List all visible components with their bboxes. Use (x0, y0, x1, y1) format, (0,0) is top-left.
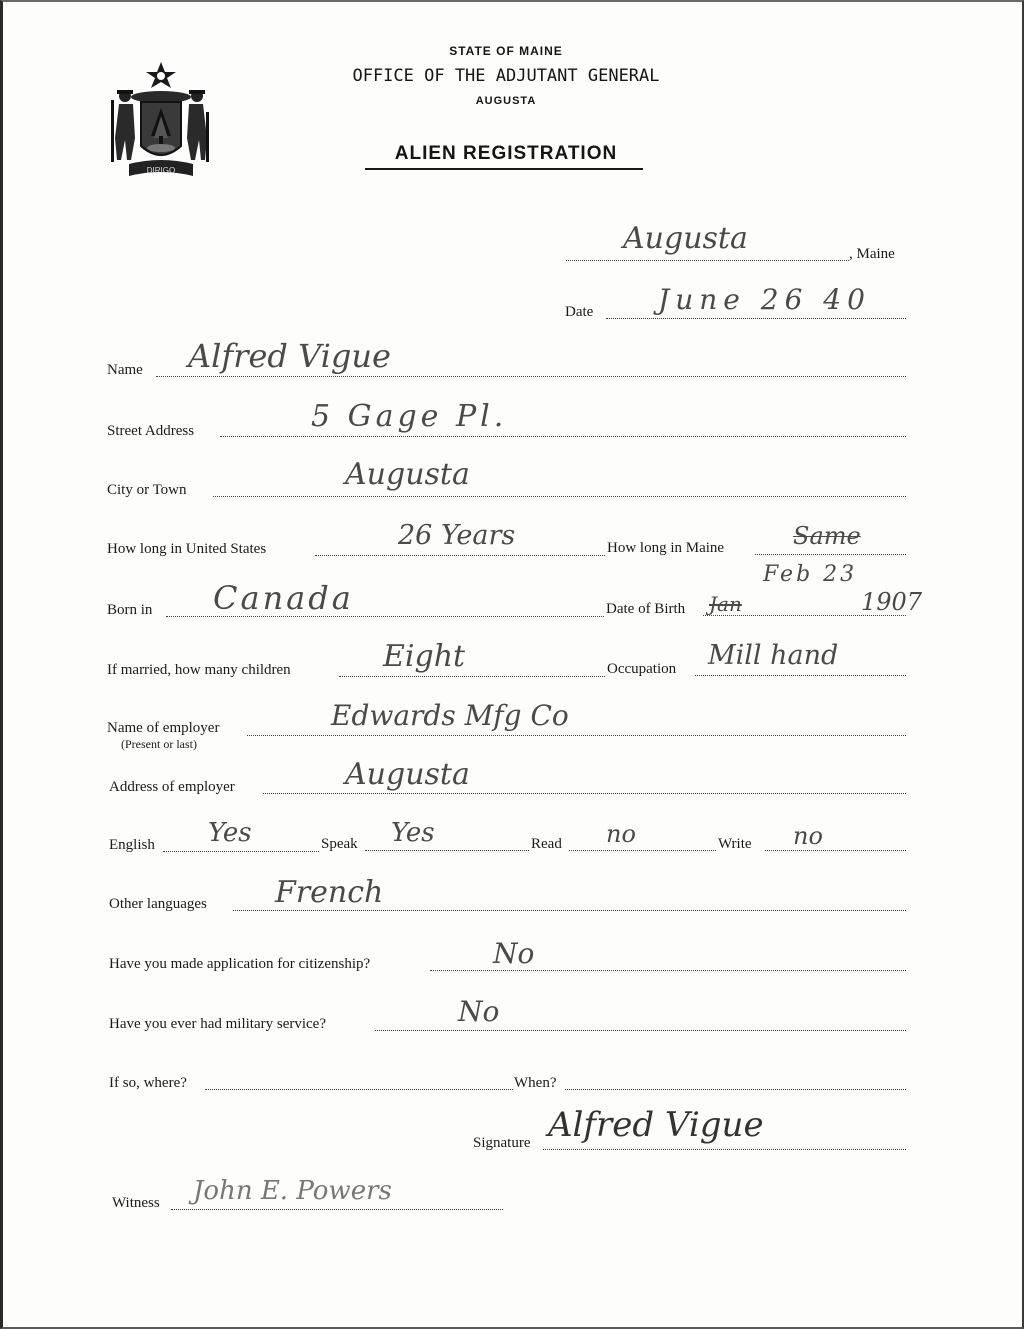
signature-label: Signature (473, 1135, 531, 1151)
military-label: Have you ever had military service? (109, 1016, 326, 1032)
where-line (205, 1089, 513, 1090)
speak-label: Speak (321, 836, 358, 852)
date-label: Date (565, 304, 594, 320)
write-line (765, 850, 906, 851)
us-time-value: 26 Years (398, 520, 516, 551)
witness-line (171, 1209, 503, 1210)
occupation-label: Occupation (607, 661, 677, 677)
city-label: City or Town (107, 482, 187, 498)
employer-address-value: Augusta (345, 757, 470, 792)
place-value: Augusta (623, 221, 748, 256)
dob-label: Date of Birth (606, 601, 686, 617)
date-value: June 26 40 (658, 283, 871, 316)
maine-time-line (755, 554, 906, 555)
children-line (339, 676, 605, 677)
english-line (163, 851, 319, 852)
city-heading: AUGUSTA (475, 95, 537, 107)
read-label: Read (531, 836, 562, 852)
where-label: If so, where? (109, 1075, 187, 1091)
employer-line (247, 735, 906, 736)
date-line (606, 318, 906, 319)
employer-address-line (263, 793, 906, 794)
name-value: Alfred Vigue (188, 337, 391, 375)
dob-year: 1907 (861, 588, 923, 616)
state-heading: STATE OF MAINE (449, 44, 563, 58)
employer-value: Edwards Mfg Co (331, 699, 569, 732)
us-time-line (315, 555, 605, 556)
city-value: Augusta (345, 457, 470, 492)
when-line (565, 1089, 906, 1090)
signature-line (543, 1149, 906, 1150)
employer-sublabel: (Present or last) (121, 737, 197, 751)
occupation-value: Mill hand (708, 640, 839, 671)
place-suffix: , Maine (849, 246, 895, 262)
street-label: Street Address (107, 423, 195, 439)
military-line (375, 1030, 906, 1031)
read-line (569, 850, 716, 851)
born-value: Canada (213, 579, 354, 617)
name-label: Name (107, 362, 143, 378)
other-languages-line (233, 910, 906, 911)
other-languages-label: Other languages (109, 896, 207, 912)
street-value: 5 Gage Pl. (311, 399, 508, 434)
speak-value: Yes (391, 818, 435, 848)
born-label: Born in (107, 602, 153, 618)
read-value: no (606, 820, 636, 848)
occupation-line (695, 675, 906, 676)
dob-month-day: Feb 23 (763, 562, 858, 587)
form-title: ALIEN REGISTRATION (394, 143, 618, 164)
svg-text:DIRIGO: DIRIGO (146, 166, 176, 175)
dob-struck-month: Jan (709, 592, 742, 616)
title-underline (365, 168, 643, 170)
employer-address-label: Address of employer (109, 779, 235, 795)
english-label: English (109, 837, 155, 853)
citizenship-label: Have you made application for citizenship? (109, 956, 371, 972)
name-line (156, 376, 906, 377)
write-value: no (793, 822, 823, 850)
citizenship-line (430, 970, 906, 971)
military-value: No (458, 995, 500, 1028)
signature-value: Alfred Vigue (548, 1105, 764, 1145)
maine-time-value: Same (793, 522, 861, 550)
witness-value: John E. Powers (193, 1176, 392, 1206)
speak-line (365, 850, 529, 851)
english-value: Yes (208, 818, 252, 848)
children-label: If married, how many children (107, 662, 291, 678)
place-line (566, 260, 849, 261)
children-value: Eight (383, 639, 466, 674)
us-time-label: How long in United States (107, 541, 267, 557)
citizenship-value: No (493, 937, 535, 970)
employer-label: Name of employer (107, 720, 220, 736)
write-label: Write (718, 836, 752, 852)
witness-label: Witness (112, 1195, 160, 1211)
other-languages-value: French (275, 875, 384, 910)
when-label: When? (514, 1075, 557, 1091)
office-heading: OFFICE OF THE ADJUTANT GENERAL (352, 66, 660, 86)
city-line (213, 496, 906, 497)
street-line (220, 436, 906, 437)
maine-time-label: How long in Maine (607, 540, 725, 556)
